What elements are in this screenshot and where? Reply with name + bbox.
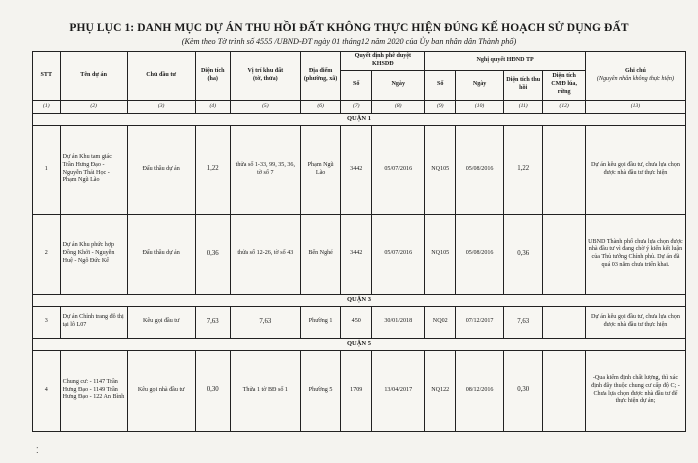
header-stt: STT [33,52,61,101]
col-number: (7) [341,100,372,113]
cell-project-name: Dự án Khu phức hợp Đồng Khởi - Nguyễn Huệ - Ngô Đức Kế [60,214,127,294]
cell-resolution-date: 08/12/2016 [456,350,504,431]
cell-stt: 3 [33,306,61,338]
header-area-label: Diện tích [200,68,225,74]
section-label: QUẬN 1 [33,113,686,125]
section-label: QUẬN 3 [33,294,686,306]
header-decision-date: Ngày [372,70,425,100]
cell-place: Phường 5 [300,350,340,431]
cell-notes: Dự án kêu gọi đầu tư, chưa lựa chọn được nhà đầu tư thực hiện [585,306,685,338]
table-row [33,125,686,214]
cell-location: 7,63 [230,306,300,338]
cell-place: Bến Nghé [300,214,340,294]
section-row-district-1 [33,113,686,125]
cell-recovered-area: 1,22 [504,125,543,214]
header-notes [585,52,685,101]
cell-area: 7,63 [195,306,230,338]
header-location-unit: (tờ, thửa) [253,75,278,82]
col-number: (1) [33,100,61,113]
cell-place: Phạm Ngũ Lão [300,125,340,214]
section-row-district-5 [33,338,686,350]
table-row [33,214,686,294]
document-title: PHỤ LỤC 1: DANH MỤC DỰ ÁN THU HỒI ĐẤT KHÔNG THỰC HIỆN ĐÚNG KẾ HOẠCH SỬ DỤNG ĐẤT [69,22,629,34]
cell-resolution-number: NQ105 [425,125,456,214]
cell-decision-date: 05/07/2016 [372,125,425,214]
cell-stt: 2 [33,214,61,294]
section-row-district-3 [33,294,686,306]
cell-investor: Kêu gọi đầu tư [127,306,195,338]
project-table [32,51,686,432]
cell-area: 1,22 [195,125,230,214]
scan-mark: ⁚ [36,446,39,455]
col-number: (5) [230,100,300,113]
cell-rice-forest-area [543,350,586,431]
header-row-1 [33,52,686,71]
header-project-name: Tên dự án [60,52,127,101]
header-recovered-area: Diện tích thu hồi [504,70,543,100]
header-resolution-date: Ngày [456,70,504,100]
cell-project-name: Dự án Chỉnh trang đô thị tại lô L07 [60,306,127,338]
cell-recovered-area: 0,36 [504,214,543,294]
cell-investor: Đấu thầu dự án [127,214,195,294]
header-location-label: Vị trí khu đất [247,68,284,74]
header-investor: Chủ đầu tư [127,52,195,101]
col-number: (8) [372,100,425,113]
cell-resolution-number: NQ105 [425,214,456,294]
cell-resolution-number: NQ02 [425,306,456,338]
cell-investor: Kêu gọi nhà đầu tư [127,350,195,431]
cell-resolution-date: 05/08/2016 [456,214,504,294]
cell-decision-date: 13/04/2017 [372,350,425,431]
header-location [230,52,300,101]
table-row [33,350,686,431]
col-number: (6) [300,100,340,113]
cell-decision-date: 05/07/2016 [372,214,425,294]
cell-recovered-area: 7,63 [504,306,543,338]
header-plan-decision: Quyết định phê duyệt KHSDĐ [341,52,425,71]
header-area-unit: (ha) [207,75,218,82]
header-council-resolution: Nghị quyết HĐND TP [425,52,586,71]
table-row [33,306,686,338]
col-number: (9) [425,100,456,113]
cell-stt: 4 [33,350,61,431]
header-notes-sub: (Nguyên nhân không thực hiện) [596,75,675,82]
cell-stt: 1 [33,125,61,214]
header-place [300,52,340,101]
cell-project-name: Dự án Khu tam giác Trần Hưng Đạo - Nguyễn Thái Học - Phạm Ngũ Lão [60,125,127,214]
column-number-row [33,100,686,113]
cell-decision-number: 1709 [341,350,372,431]
cell-place: Phường 1 [300,306,340,338]
cell-rice-forest-area [543,214,586,294]
cell-decision-number: 3442 [341,214,372,294]
cell-location: thửa số 1-33, 99, 35, 36, tờ số 7 [230,125,300,214]
cell-location: thửa số 12-26, tờ số 43 [230,214,300,294]
cell-area: 0,30 [195,350,230,431]
cell-notes: UBND Thành phố chưa lựa chọn được nhà đầu tư vì đang chờ ý kiến kết luận của Thủ tướng Chính phủ. Dự án đã quá 03 năm chưa triển khai. [585,214,685,294]
cell-resolution-date: 07/12/2017 [456,306,504,338]
col-number: (2) [60,100,127,113]
col-number: (4) [195,100,230,113]
header-resolution-number: Số [425,70,456,100]
col-number: (10) [456,100,504,113]
header-rice-forest-area: Diện tích CMĐ lúa, rừng [543,70,586,100]
col-number: (11) [504,100,543,113]
header-decision-number: Số [341,70,372,100]
cell-notes: Dự án kêu gọi đầu tư, chưa lựa chọn được nhà đầu tư thực hiện [585,125,685,214]
cell-location: Thửa 1 tờ BĐ số 1 [230,350,300,431]
cell-resolution-number: NQ122 [425,350,456,431]
cell-project-name: Chung cư: - 1147 Trần Hưng Đạo - 1149 Trần Hưng Đạo - 122 An Bình [60,350,127,431]
cell-rice-forest-area [543,125,586,214]
cell-resolution-date: 05/08/2016 [456,125,504,214]
header-place-label: Địa điểm [308,68,333,74]
cell-notes: -Qua kiểm định chất lượng, thì xác định đây thuộc chung cư cấp độ C; - Chưa lựa chọn được nhà đầu tư để thực hiện dự án; [585,350,685,431]
col-number: (12) [543,100,586,113]
cell-recovered-area: 0,30 [504,350,543,431]
col-number: (13) [585,100,685,113]
document-subtitle: (Kèm theo Tờ trình số 4555 /UBND-ĐT ngày 01 tháng12 năm 2020 của Ủy ban nhân dân Thành phố) [181,37,517,46]
header-area [195,52,230,101]
cell-investor: Đấu thầu dự án [127,125,195,214]
cell-decision-number: 450 [341,306,372,338]
header-place-unit: (phường, xã) [303,75,338,82]
cell-decision-number: 3442 [341,125,372,214]
col-number: (3) [127,100,195,113]
cell-area: 0,36 [195,214,230,294]
cell-rice-forest-area [543,306,586,338]
header-notes-label: Ghi chú [625,68,646,74]
cell-decision-date: 30/01/2018 [372,306,425,338]
section-label: QUẬN 5 [33,338,686,350]
